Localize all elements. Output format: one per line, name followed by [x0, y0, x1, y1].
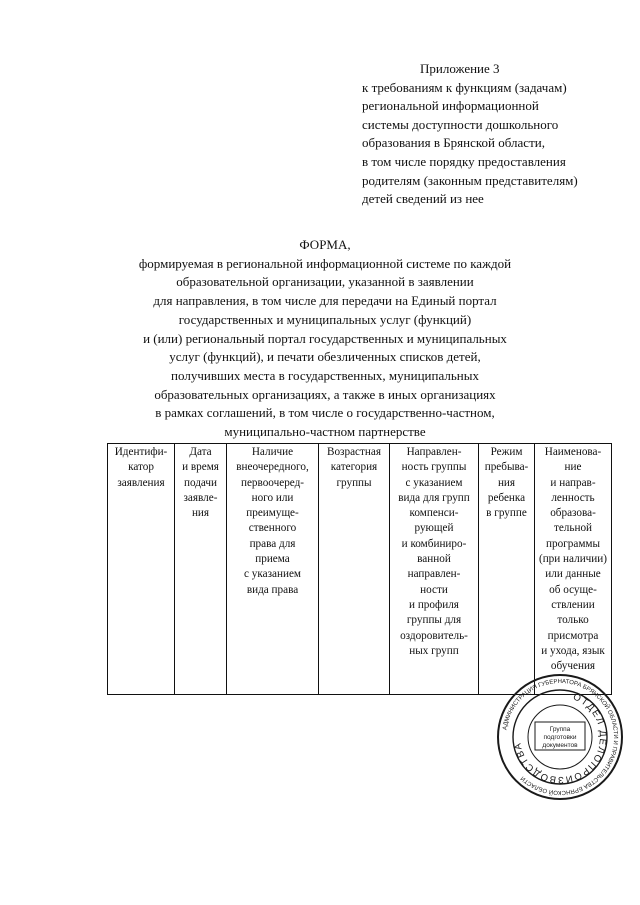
column-header-line: или данные [545, 568, 601, 581]
stamp-center-line: подготовки [543, 734, 577, 741]
appendix-line: в том числе порядку предоставления [362, 153, 566, 169]
column-header-program [535, 444, 612, 695]
stamp-outer-text: АДМИНИСТРАЦИЯ ГУБЕРНАТОРА БРЯНСКОЙ ОБЛАСТИ И ПРАВИТЕЛЬСТВА БРЯНСКОЙ ОБЛАСТИ [502, 678, 619, 796]
official-stamp [495, 672, 625, 802]
column-header-line: об осуще- [549, 583, 597, 596]
column-header-age-category [319, 444, 390, 695]
appendix-block [362, 60, 632, 209]
appendix-line: к требованиям к функциям (задачам) [362, 79, 567, 95]
column-header-line: тельной [553, 522, 593, 535]
column-header-group-focus [390, 444, 479, 695]
column-header-line: приема [255, 553, 290, 566]
column-header-line: Идентифи- [114, 446, 168, 458]
stamp-center-line: Группа [549, 726, 571, 733]
heading-line: услуг (функций), и печати обезличенных списков детей, [169, 349, 481, 365]
column-header-line: Наличие [251, 446, 294, 458]
stamp-inner-text: ОТДЕЛ ДЕЛОПРОИЗВОДСТВА [512, 691, 609, 786]
column-header-line: оздоровитель- [400, 629, 468, 642]
heading-line: формируемая в региональной информационной системе по каждой [138, 255, 512, 271]
column-header-line: заявле- [183, 491, 218, 504]
stamp-center-line: документов [542, 742, 578, 749]
column-header-line: Наименова- [544, 446, 602, 458]
column-header-line: ных групп [409, 644, 459, 657]
column-header-line: направлен- [407, 568, 461, 581]
column-header-line: ребенка [487, 491, 526, 504]
appendix-title: Приложение 3 [420, 61, 500, 76]
column-header-line: Дата [189, 446, 212, 458]
heading-line: образовательной организации, указанной в заявлении [176, 274, 474, 290]
column-header-line: образова- [550, 507, 596, 520]
column-header-line: Режим [490, 446, 523, 458]
column-header-priority-right [227, 444, 319, 695]
column-header-line: ния [497, 476, 516, 489]
column-header-line: ния [191, 507, 210, 520]
column-header-submission-date [175, 444, 227, 695]
heading-line: образовательных организациях, а также в иных организациях [154, 386, 496, 402]
column-header-line: ности [420, 583, 448, 596]
column-header-line: присмотра [547, 629, 599, 642]
heading-line: муниципально-частном партнерстве [224, 424, 426, 440]
column-header-line: ного или [251, 491, 294, 504]
heading-line: государственных и муниципальных услуг (функций) [178, 311, 472, 327]
appendix-line: системы доступности дошкольного [362, 116, 559, 132]
column-header-line: ственного [248, 522, 297, 535]
column-header-line: подачи [183, 476, 218, 489]
column-header-line: ленность [551, 491, 595, 504]
column-header-line: вида права [246, 583, 299, 596]
column-header-line: группы для [406, 614, 462, 627]
appendix-line: образования в Брянской области, [362, 135, 545, 151]
column-header-line: обучения [550, 660, 596, 673]
column-header-line: ние [564, 461, 582, 474]
heading-line: и (или) региональный портал государственных и муниципальных [143, 330, 507, 346]
appendix-line: детей сведений из нее [362, 191, 484, 207]
column-header-line: вида для групп [398, 491, 470, 504]
column-header-line: только [557, 614, 589, 627]
column-header-line: в группе [486, 507, 527, 520]
form-table [107, 443, 612, 695]
column-header-line: первоочеред- [240, 476, 305, 489]
column-header-line: и направ- [550, 476, 596, 489]
column-header-line: рующей [414, 522, 454, 535]
column-header-line: (при наличии) [538, 553, 608, 566]
appendix-line: родителям (законным представителям) [362, 172, 578, 188]
column-header-line: и ухода, язык [541, 644, 605, 657]
form-heading [90, 236, 560, 442]
column-header-line: ность группы [401, 461, 467, 474]
column-header-line: и комбиниро- [401, 537, 467, 550]
column-header-line: внеочередного, [236, 461, 309, 474]
appendix-line: региональной информационной [362, 98, 539, 114]
column-header-line: пребыва- [484, 461, 529, 474]
column-header-line: и профиля [409, 598, 459, 611]
column-header-line: и время [182, 461, 219, 474]
heading-line: в рамках соглашений, в том числе о государственно-частном, [155, 405, 495, 421]
column-header-line: катор [128, 461, 154, 474]
column-header-line: ванной [417, 553, 451, 566]
column-header-line: программы [546, 537, 600, 550]
heading-line: получивших места в государственных, муниципальных [171, 367, 479, 383]
column-header-line: группы [336, 476, 372, 489]
column-header-line: категория [330, 461, 378, 474]
table-header-row [108, 444, 612, 695]
column-header-line: ствлении [551, 598, 595, 611]
column-header-stay-mode [479, 444, 535, 695]
column-header-line: права для [249, 537, 296, 550]
column-header-line: компенси- [409, 507, 459, 520]
column-header-line: с указанием [244, 568, 301, 581]
heading-line: для направления, в том числе для передачи на Единый портал [153, 293, 497, 309]
column-header-line: Возрастная [327, 446, 381, 458]
column-header-identifier [108, 444, 175, 695]
column-header-line: с указанием [405, 476, 463, 489]
column-header-line: преимуще- [246, 507, 299, 520]
column-header-line: Направлен- [406, 446, 462, 458]
form-title: ФОРМА, [299, 237, 351, 252]
column-header-line: заявления [117, 476, 165, 489]
